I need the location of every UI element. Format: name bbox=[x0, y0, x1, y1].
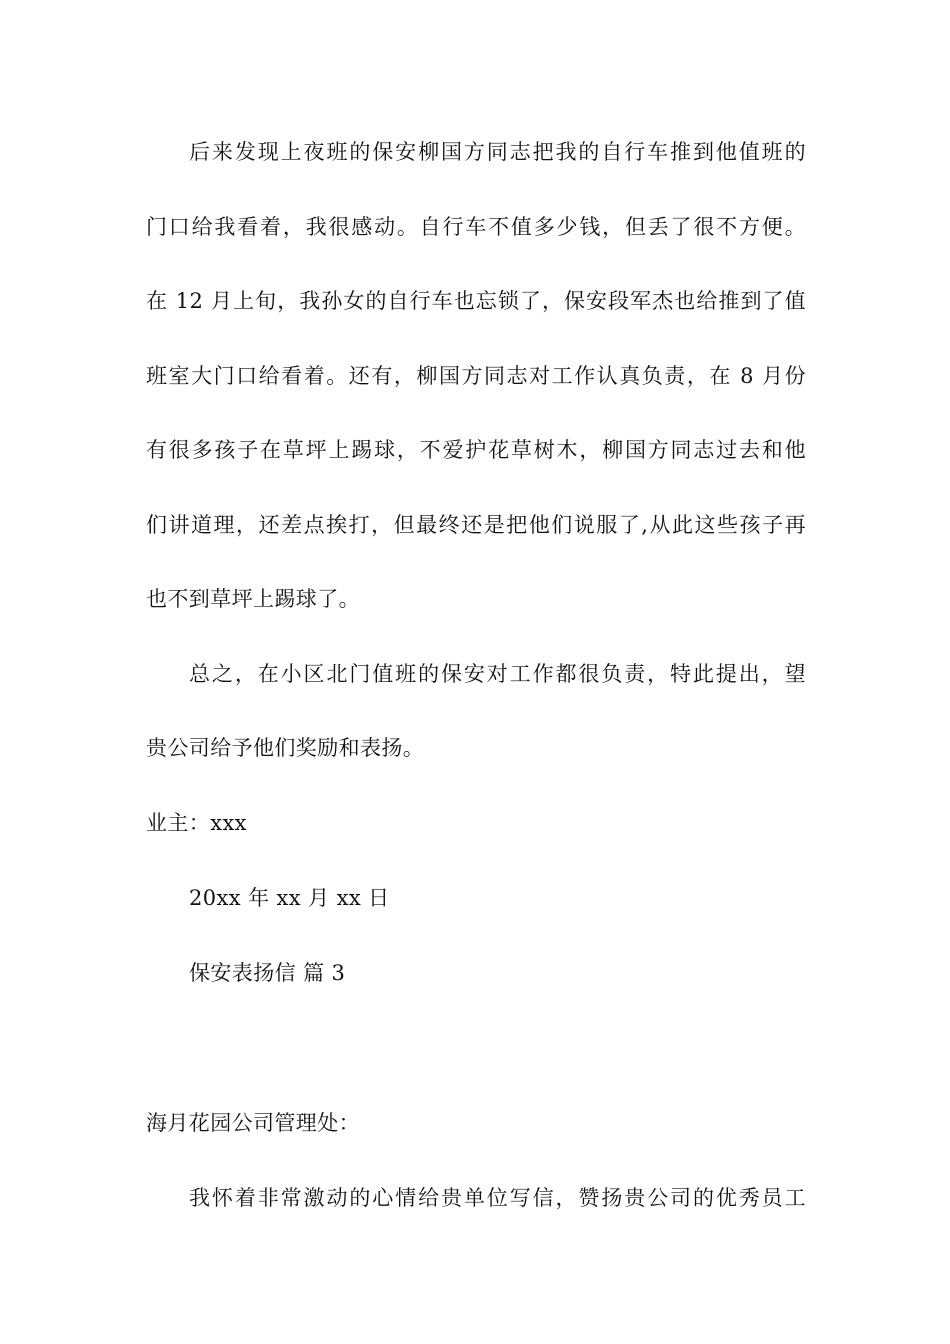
letter-salutation: 海月花园公司管理处： bbox=[146, 1111, 360, 1135]
paragraph-line: 总之，在小区北门值班的保安对工作都很负责，特此提出，望 bbox=[189, 662, 806, 686]
signature-owner: 业主：xxx bbox=[146, 811, 247, 835]
paragraph-line: 贵公司给予他们奖励和表扬。 bbox=[146, 736, 425, 760]
paragraph-line: 们讲道理，还差点挨打，但最终还是把他们说服了,从此这些孩子再 bbox=[146, 513, 806, 537]
paragraph-line: 我怀着非常激动的心情给贵单位写信，赞扬贵公司的优秀员工 bbox=[189, 1186, 806, 1210]
paragraph-line: 班室大门口给看着。还有，柳国方同志对工作认真负责，在 8 月份 bbox=[146, 364, 806, 388]
section-title: 保安表扬信 篇 3 bbox=[189, 961, 346, 985]
paragraph-line: 有很多孩子在草坪上踢球，不爱护花草树木，柳国方同志过去和他 bbox=[146, 438, 806, 462]
paragraph-line: 也不到草坪上踢球了。 bbox=[146, 587, 360, 611]
paragraph-line: 门口给我看着，我很感动。自行车不值多少钱，但丢了很不方便。 bbox=[146, 215, 806, 239]
signature-date: 20xx 年 xx 月 xx 日 bbox=[189, 886, 390, 910]
paragraph-line: 后来发现上夜班的保安柳国方同志把我的自行车推到他值班的 bbox=[189, 140, 806, 164]
paragraph-line: 在 12 月上旬，我孙女的自行车也忘锁了，保安段军杰也给推到了值 bbox=[146, 289, 806, 313]
